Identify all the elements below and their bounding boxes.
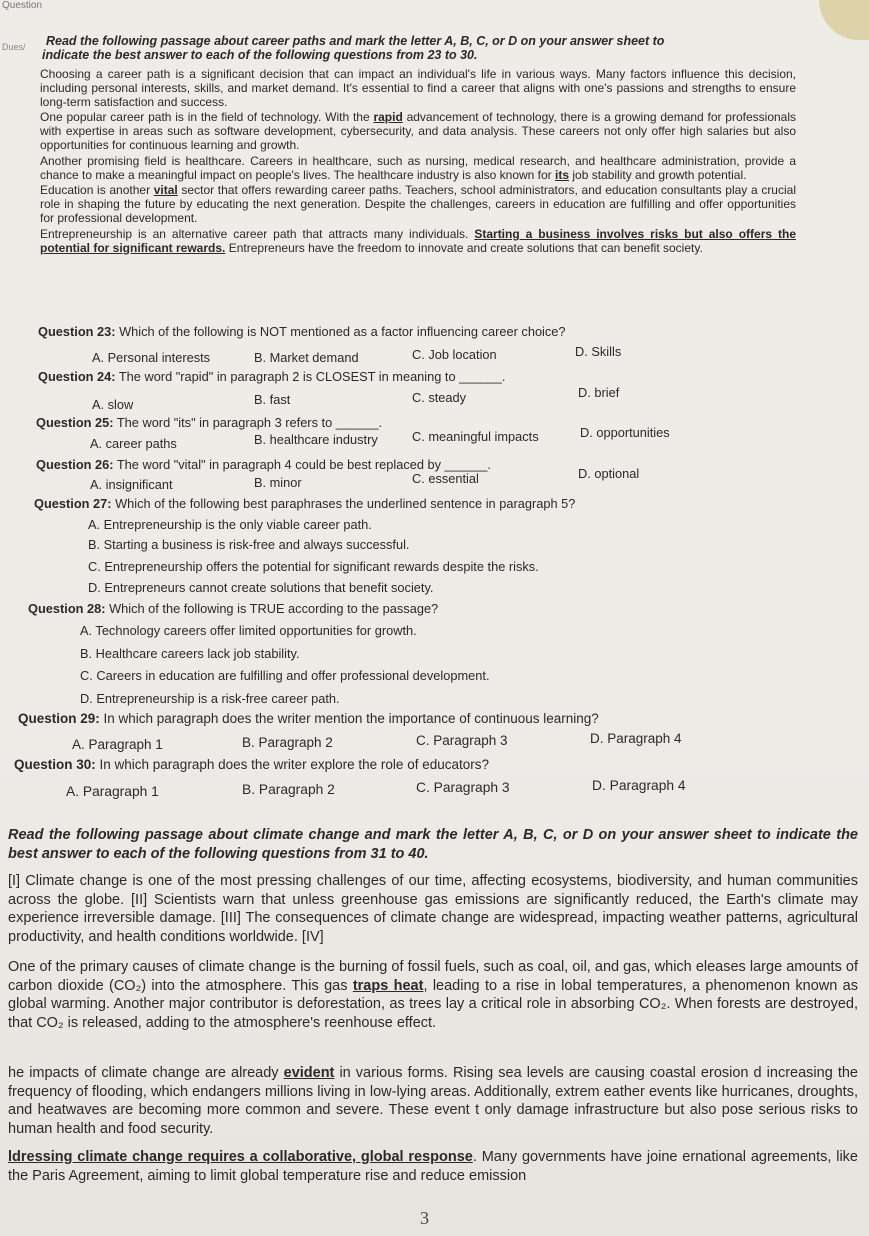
q25-option-d[interactable]: D. opportunities <box>580 425 670 440</box>
q24-option-c[interactable]: C. steady <box>412 390 467 405</box>
q25-option-b[interactable]: B. healthcare industry <box>254 432 378 447</box>
q26-option-a[interactable]: A. insignificant <box>90 477 173 492</box>
underlined-traps-heat: traps heat <box>352 977 424 994</box>
q30-option-c[interactable]: C. Paragraph 3 <box>416 780 510 795</box>
climate-paragraph-4: ldressing climate change requires a collaborative, global response. Many governments have joine ernational agreements, like the Paris Agreement, aiming to limit global temperature rise and reduce emission <box>8 1149 858 1184</box>
paragraph-4: Education is another vital sector that offers rewarding career paths. Teachers, school administrators, and education consultants play a crucial role in shaping the future by educating the next generation. Despite the challenges, careers in education are fulfilling and offer opportunities for professional development. <box>40 183 796 225</box>
q28-option-c[interactable]: C. Careers in education are fulfilling and offer professional development. <box>80 668 490 683</box>
q24-option-b[interactable]: B. fast <box>254 392 291 407</box>
question-25: Question 25: The word "its" in paragraph 3 refers to ______. <box>36 415 383 430</box>
underlined-response-sentence: ldressing climate change requires a collaborative, global response <box>8 1149 473 1165</box>
question-29: Question 29: In which paragraph does the writer mention the importance of continuous learning? <box>18 711 599 726</box>
underlined-vital: vital <box>153 183 178 198</box>
climate-paragraph-3: he impacts of climate change are already evident in various forms. Rising sea levels are causing coastal erosion d increasing the frequency of flooding, which endangers millions living in low-lying areas. Additionally, extrem eather events like hurricanes, droughts, and heatwaves are becoming more common and severe. These event t only damage infrastructure but also pose serious risks to human health and food security. <box>8 1065 858 1137</box>
climate-paragraph-2: One of the primary causes of climate change is the burning of fossil fuels, such as coal, oil, and gas, which eleases large amounts of carbon dioxide (CO₂) into the atmosphere. This gas traps heat, leading to a rise in lobal temperatures, a phenomenon known as global warming. Another major contributor is deforestation, as trees lay a critical role in absorbing CO₂. When forests are destroyed, that CO₂ is released, adding to the atmosphere's reenhouse effect. <box>8 959 858 1031</box>
paragraph-3: Another promising field is healthcare. Careers in healthcare, such as nursing, medical research, and healthcare administration, provide a chance to make a meaningful impact on people's lives. The healthcare industry is also known for its job stability and growth potential. <box>40 153 796 182</box>
q29-option-c[interactable]: C. Paragraph 3 <box>416 733 508 748</box>
q24-option-a[interactable]: A. slow <box>92 397 134 412</box>
paragraph-5: Entrepreneurship is an alternative career path that attracts many individuals. Starting a business involves risks but also offers the potential for significant rewards. Entrepreneurs have the freedom to innovate and create solutions that can benefit society. <box>40 226 796 255</box>
q24-option-d[interactable]: D. brief <box>578 385 620 400</box>
q27-option-d[interactable]: D. Entrepreneurs cannot create solutions that benefit society. <box>88 580 434 595</box>
climate-paragraph-1: [I] Climate change is one of the most pressing challenges of our time, affecting ecosystems, biodiversity, and human communities across the globe. [II] Scientists warn that unless greenhouse gas emissions are significantly reduced, the Earth's climate may experience irreversible damage. [III] The consequences of climate change are widespread, impacting weather patterns, agricultural productivity, and health conditions worldwide. [IV] <box>8 873 858 945</box>
instruction-line-2: indicate the best answer to each of the following questions from 23 to 30. <box>42 48 478 62</box>
header-label: Question <box>2 0 43 11</box>
q29-option-b[interactable]: B. Paragraph 2 <box>242 735 333 750</box>
q27-option-c[interactable]: C. Entrepreneurship offers the potential for significant rewards despite the risks. <box>88 559 539 574</box>
underlined-evident: evident <box>283 1065 335 1081</box>
question-26: Question 26: The word "vital" in paragraph 4 could be best replaced by ______. <box>36 457 491 472</box>
instruction-passage-2: Read the following passage about climate change and mark the letter A, B, C, or D on your answer sheet to indicate the best answer to each of the following questions from 31 to 40. <box>8 827 858 862</box>
q25-option-a[interactable]: A. career paths <box>90 436 177 451</box>
question-28: Question 28: Which of the following is TRUE according to the passage? <box>28 601 439 616</box>
q23-option-b[interactable]: B. Market demand <box>254 350 359 365</box>
paragraph-1: Choosing a career path is a significant decision that can impact an individual's life in various ways. Many factors influence this decision, including personal interests, skills, and market demand. It's essential to find a career that aligns with one's passions and strengths to ensure long-term satisfaction and success. <box>40 67 796 109</box>
question-30: Question 30: In which paragraph does the writer explore the role of educators? <box>14 757 489 772</box>
q26-option-b[interactable]: B. minor <box>254 475 302 490</box>
passage-1 <box>40 68 796 257</box>
q28-option-d[interactable]: D. Entrepreneurship is a risk-free career path. <box>80 691 340 706</box>
underlined-sentence: Starting a business involves risks but also offers the potential for significant rewards. <box>40 226 796 255</box>
q27-option-b[interactable]: B. Starting a business is risk-free and always successful. <box>88 537 410 552</box>
q23-option-c[interactable]: C. Job location <box>412 347 497 362</box>
q26-option-d[interactable]: D. optional <box>578 466 640 481</box>
q27-option-a[interactable]: A. Entrepreneurship is the only viable career path. <box>88 517 372 532</box>
question-24: Question 24: The word "rapid" in paragraph 2 is CLOSEST in meaning to ______. <box>38 369 506 384</box>
question-23: Question 23: Which of the following is NOT mentioned as a factor influencing career choice? <box>38 324 566 339</box>
instruction-line-1: Read the following passage about career paths and mark the letter A, B, C, or D on your answer sheet to <box>46 34 665 48</box>
q23-option-d[interactable]: D. Skills <box>575 344 622 359</box>
q30-option-d[interactable]: D. Paragraph 4 <box>592 778 686 793</box>
q29-option-d[interactable]: D. Paragraph 4 <box>590 731 682 746</box>
page-corner-shadow <box>819 0 869 40</box>
underlined-its: its <box>555 167 570 182</box>
q25-option-c[interactable]: C. meaningful impacts <box>412 429 539 444</box>
q26-option-c[interactable]: C. essential <box>412 471 479 486</box>
q23-option-a[interactable]: A. Personal interests <box>92 350 211 365</box>
q30-option-a[interactable]: A. Paragraph 1 <box>66 784 159 799</box>
q28-option-b[interactable]: B. Healthcare careers lack job stability. <box>80 646 300 661</box>
q29-option-a[interactable]: A. Paragraph 1 <box>72 737 163 752</box>
paragraph-2: One popular career path is in the field of technology. With the rapid advancement of technology, there is a growing demand for professionals with expertise in areas such as software development, cybersecurity, and data analysis. These careers not only offer high salaries but also opportunities for continuous learning and growth. <box>40 110 797 152</box>
q28-option-a[interactable]: A. Technology careers offer limited opportunities for growth. <box>80 623 417 638</box>
underlined-rapid: rapid <box>373 110 403 125</box>
question-27: Question 27: Which of the following best paraphrases the underlined sentence in paragraph 5? <box>34 496 576 511</box>
q30-option-b[interactable]: B. Paragraph 2 <box>242 782 335 797</box>
side-mark: Dues/ <box>2 42 26 52</box>
page-number: 3 <box>420 1208 429 1228</box>
